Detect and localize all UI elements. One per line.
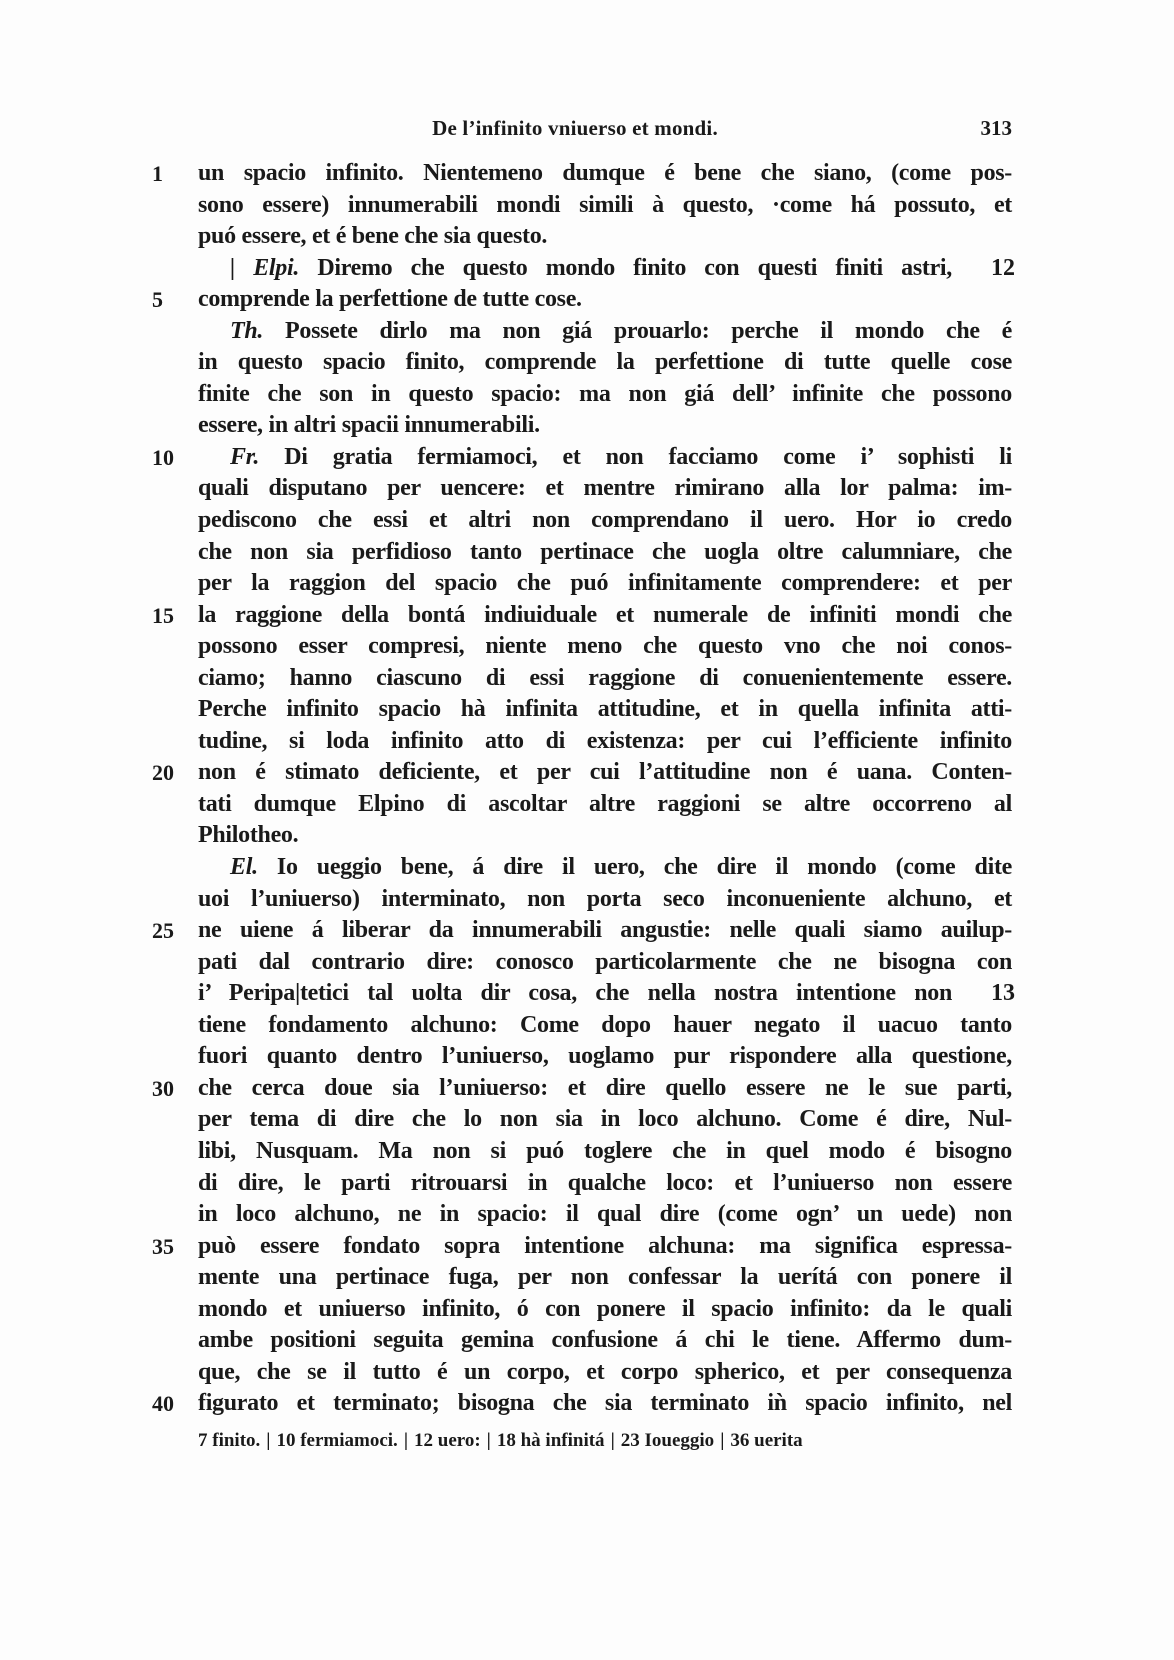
line-text: figurato et terminato; bisogna che sia terminato iǹ spacio infinito, nel (198, 1390, 1012, 1417)
line-number: 35 (152, 1233, 174, 1259)
line-number: 20 (152, 760, 174, 786)
line-number: 15 (152, 602, 174, 628)
text-line (0, 1168, 1174, 1200)
text-line (0, 347, 1174, 379)
text-line (0, 852, 1174, 884)
line-text: comprende la perfettione de tutte cose. (198, 286, 582, 313)
line-text: libi, Nusquam. Ma non si puó toglere che in quel modo é bisogno (198, 1137, 1012, 1164)
line-text: tati dumque Elpino di ascoltar altre raggioni se altre occorreno al (198, 790, 1012, 817)
line-text: Philotheo. (198, 822, 299, 849)
text-line (0, 1041, 1174, 1073)
text-line (0, 820, 1174, 852)
footnote-entry: 10 fermiamoci. (276, 1430, 398, 1451)
speaker-label: Th. (230, 317, 264, 344)
text-line (0, 789, 1174, 821)
footnote-separator: | (486, 1430, 491, 1451)
footnote-separator: | (610, 1430, 615, 1451)
line-text: quali disputano per uencere: et mentre rimirano alla lor palma: im- (198, 475, 1012, 502)
footnote-separator: | (403, 1430, 408, 1451)
text-line (0, 947, 1174, 979)
line-text: pati dal contrario dire: conosco particolarmente che ne bisogna con (198, 948, 1012, 975)
line-number: 1 (152, 161, 163, 186)
text-line (0, 253, 1174, 285)
line-number: 10 (152, 444, 174, 470)
line-text: può essere fondato sopra intentione alchuna: ma significa espressa- (198, 1232, 1012, 1259)
line-content: Diremo che questo mondo finito con questi finiti astri, (299, 254, 953, 281)
line-number: 5 (152, 287, 163, 313)
text-line (0, 726, 1174, 758)
line-text (198, 316, 1012, 348)
text-line (0, 505, 1174, 537)
line-text: in questo spacio finito, comprende la perfettione di tutte quelle cose (198, 349, 1012, 376)
line-text: non é stimato deficiente, et per cui l’attitudine non é uana. Conten- (198, 759, 1012, 786)
line-text: tudine, si loda infinito atto di existenza: per cui l’efficiente infinito (198, 727, 1012, 754)
text-line (0, 631, 1174, 663)
line-text: per tema di dire che lo non sia in loco alchuno. Come é dire, Nul- (198, 1106, 1012, 1133)
text-line (0, 158, 1174, 190)
footnote-entry: 23 Ioueggio (620, 1430, 715, 1451)
text-line (0, 221, 1174, 253)
line-text: la raggione della bontá indiuiduale et numerale de infiniti mondi che (198, 601, 1012, 628)
line-text (198, 852, 1012, 884)
line-text: un spacio infinito. Nientemeno dumque é bene che siano, (come pos- (198, 160, 1012, 186)
line-content: Io ueggio bene, á dire il uero, che dire il mondo (come dite (257, 854, 1012, 881)
text-line (0, 1010, 1174, 1042)
line-text: fuori quanto dentro l’uniuerso, uoglamo pur rispondere alla questione, (198, 1043, 1012, 1070)
line-text: ciamo; hanno ciascuno di essi raggione di conuenientemente essere. (198, 664, 1012, 691)
line-text: di dire, le parti ritrouarsi in qualche loco: et l’uniuerso non essere (198, 1169, 1012, 1196)
text-line (0, 537, 1174, 569)
line-text: tiene fondamento alchuno: Come dopo hauer negato il uacuo tanto (198, 1011, 1012, 1038)
text-line (0, 915, 1174, 947)
line-text: essere, in altri spacii innumerabili. (198, 412, 540, 439)
footnote-separator: | (266, 1430, 271, 1451)
text-line (0, 473, 1174, 505)
text-line (0, 1136, 1174, 1168)
line-number: 40 (152, 1391, 174, 1417)
text-line (0, 757, 1174, 789)
text-line (0, 1294, 1174, 1326)
footnote-entry: 12 uero: (414, 1430, 481, 1451)
text-line (0, 190, 1174, 222)
text-line (0, 663, 1174, 695)
marginal-page-reference: 13 (991, 980, 1015, 1007)
footnote-entry: 7 finito. (198, 1430, 261, 1451)
text-line (0, 1262, 1174, 1294)
line-text: uoi l’uniuerso) interminato, non porta seco inconueniente alchuno, et (198, 885, 1012, 912)
text-line (0, 1073, 1174, 1105)
line-text: puó essere, et é bene che sia questo. (198, 223, 548, 250)
line-content: Possete dirlo ma non giá prouarlo: perche il mondo che é (263, 317, 1012, 344)
footnote-separator: | (720, 1430, 725, 1451)
line-text: mente una pertinace fuga, per non confessar la uerítá con ponere il (198, 1264, 1012, 1291)
page-number: 313 (980, 116, 1012, 140)
text-line (0, 1199, 1174, 1231)
text-line (0, 694, 1174, 726)
line-text: possono esser compresi, niente meno che questo vno che noi conos- (198, 633, 1012, 660)
text-line (0, 978, 1174, 1010)
line-text: finite che son in questo spacio: ma non giá dell’ infinite che possono (198, 380, 1012, 407)
line-text: que, che se il tutto é un corpo, et corpo spherico, et per consequenza (198, 1358, 1012, 1385)
footnote-apparatus (198, 1430, 1012, 1452)
text-line (0, 1388, 1174, 1420)
line-text: che cerca doue sia l’uniuerso: et dire quello essere ne le sue parti, (198, 1074, 1012, 1101)
footnote-entry: 36 uerita (730, 1430, 803, 1451)
text-line (0, 1104, 1174, 1136)
speaker-label: | Elpi. (230, 254, 300, 281)
text-line (0, 600, 1174, 632)
text-line (0, 442, 1174, 474)
line-text: i’ Peripa|tetici tal uolta dir cosa, che nella nostra intentione non (198, 980, 952, 1007)
line-text: in loco alchuno, ne in spacio: il qual dire (come ogn’ un uede) non (198, 1201, 1012, 1228)
footnote-entry: 18 hà infinitá (496, 1430, 605, 1451)
text-line (0, 410, 1174, 442)
speaker-label: El. (230, 854, 258, 881)
line-text (198, 442, 1012, 474)
text-line (0, 568, 1174, 600)
text-line (0, 284, 1174, 316)
running-head (198, 116, 1012, 146)
line-text: Perche infinito spacio hà infinita attitudine, et in quella infinita atti- (198, 696, 1012, 723)
line-text: mondo et uniuerso infinito, ó con ponere il spacio infinito: da le quali (198, 1295, 1012, 1322)
running-title: De l’infinito vniuerso et mondi. (432, 116, 718, 140)
text-line (0, 379, 1174, 411)
text-line (0, 316, 1174, 348)
body-text (0, 158, 1174, 1420)
marginal-page-reference: 12 (991, 254, 1015, 281)
text-line (0, 1231, 1174, 1263)
line-text: pediscono che essi et altri non comprendano il uero. Hor io credo (198, 507, 1012, 534)
line-text: che non sia perfidioso tanto pertinace che uogla oltre calumniare, che (198, 538, 1012, 565)
line-number: 30 (152, 1075, 174, 1101)
line-content: Di gratia fermiamoci, et non facciamo come i’ sophisti li (259, 443, 1012, 470)
speaker-label: Fr. (230, 443, 260, 470)
line-number: 25 (152, 918, 174, 944)
text-line (0, 1325, 1174, 1357)
line-text (198, 253, 952, 285)
text-line (0, 1357, 1174, 1389)
line-text: per la raggion del spacio che puó infinitamente comprendere: et per (198, 570, 1012, 597)
line-text: sono essere) innumerabili mondi simili à questo, ·come há possuto, et (198, 191, 1012, 218)
line-text: ne uiene á liberar da innumerabili angustie: nelle quali siamo auilup- (198, 917, 1012, 944)
text-line (0, 884, 1174, 916)
line-text: ambe positioni seguita gemina confusione á chi le tiene. Affermo dum- (198, 1327, 1012, 1354)
